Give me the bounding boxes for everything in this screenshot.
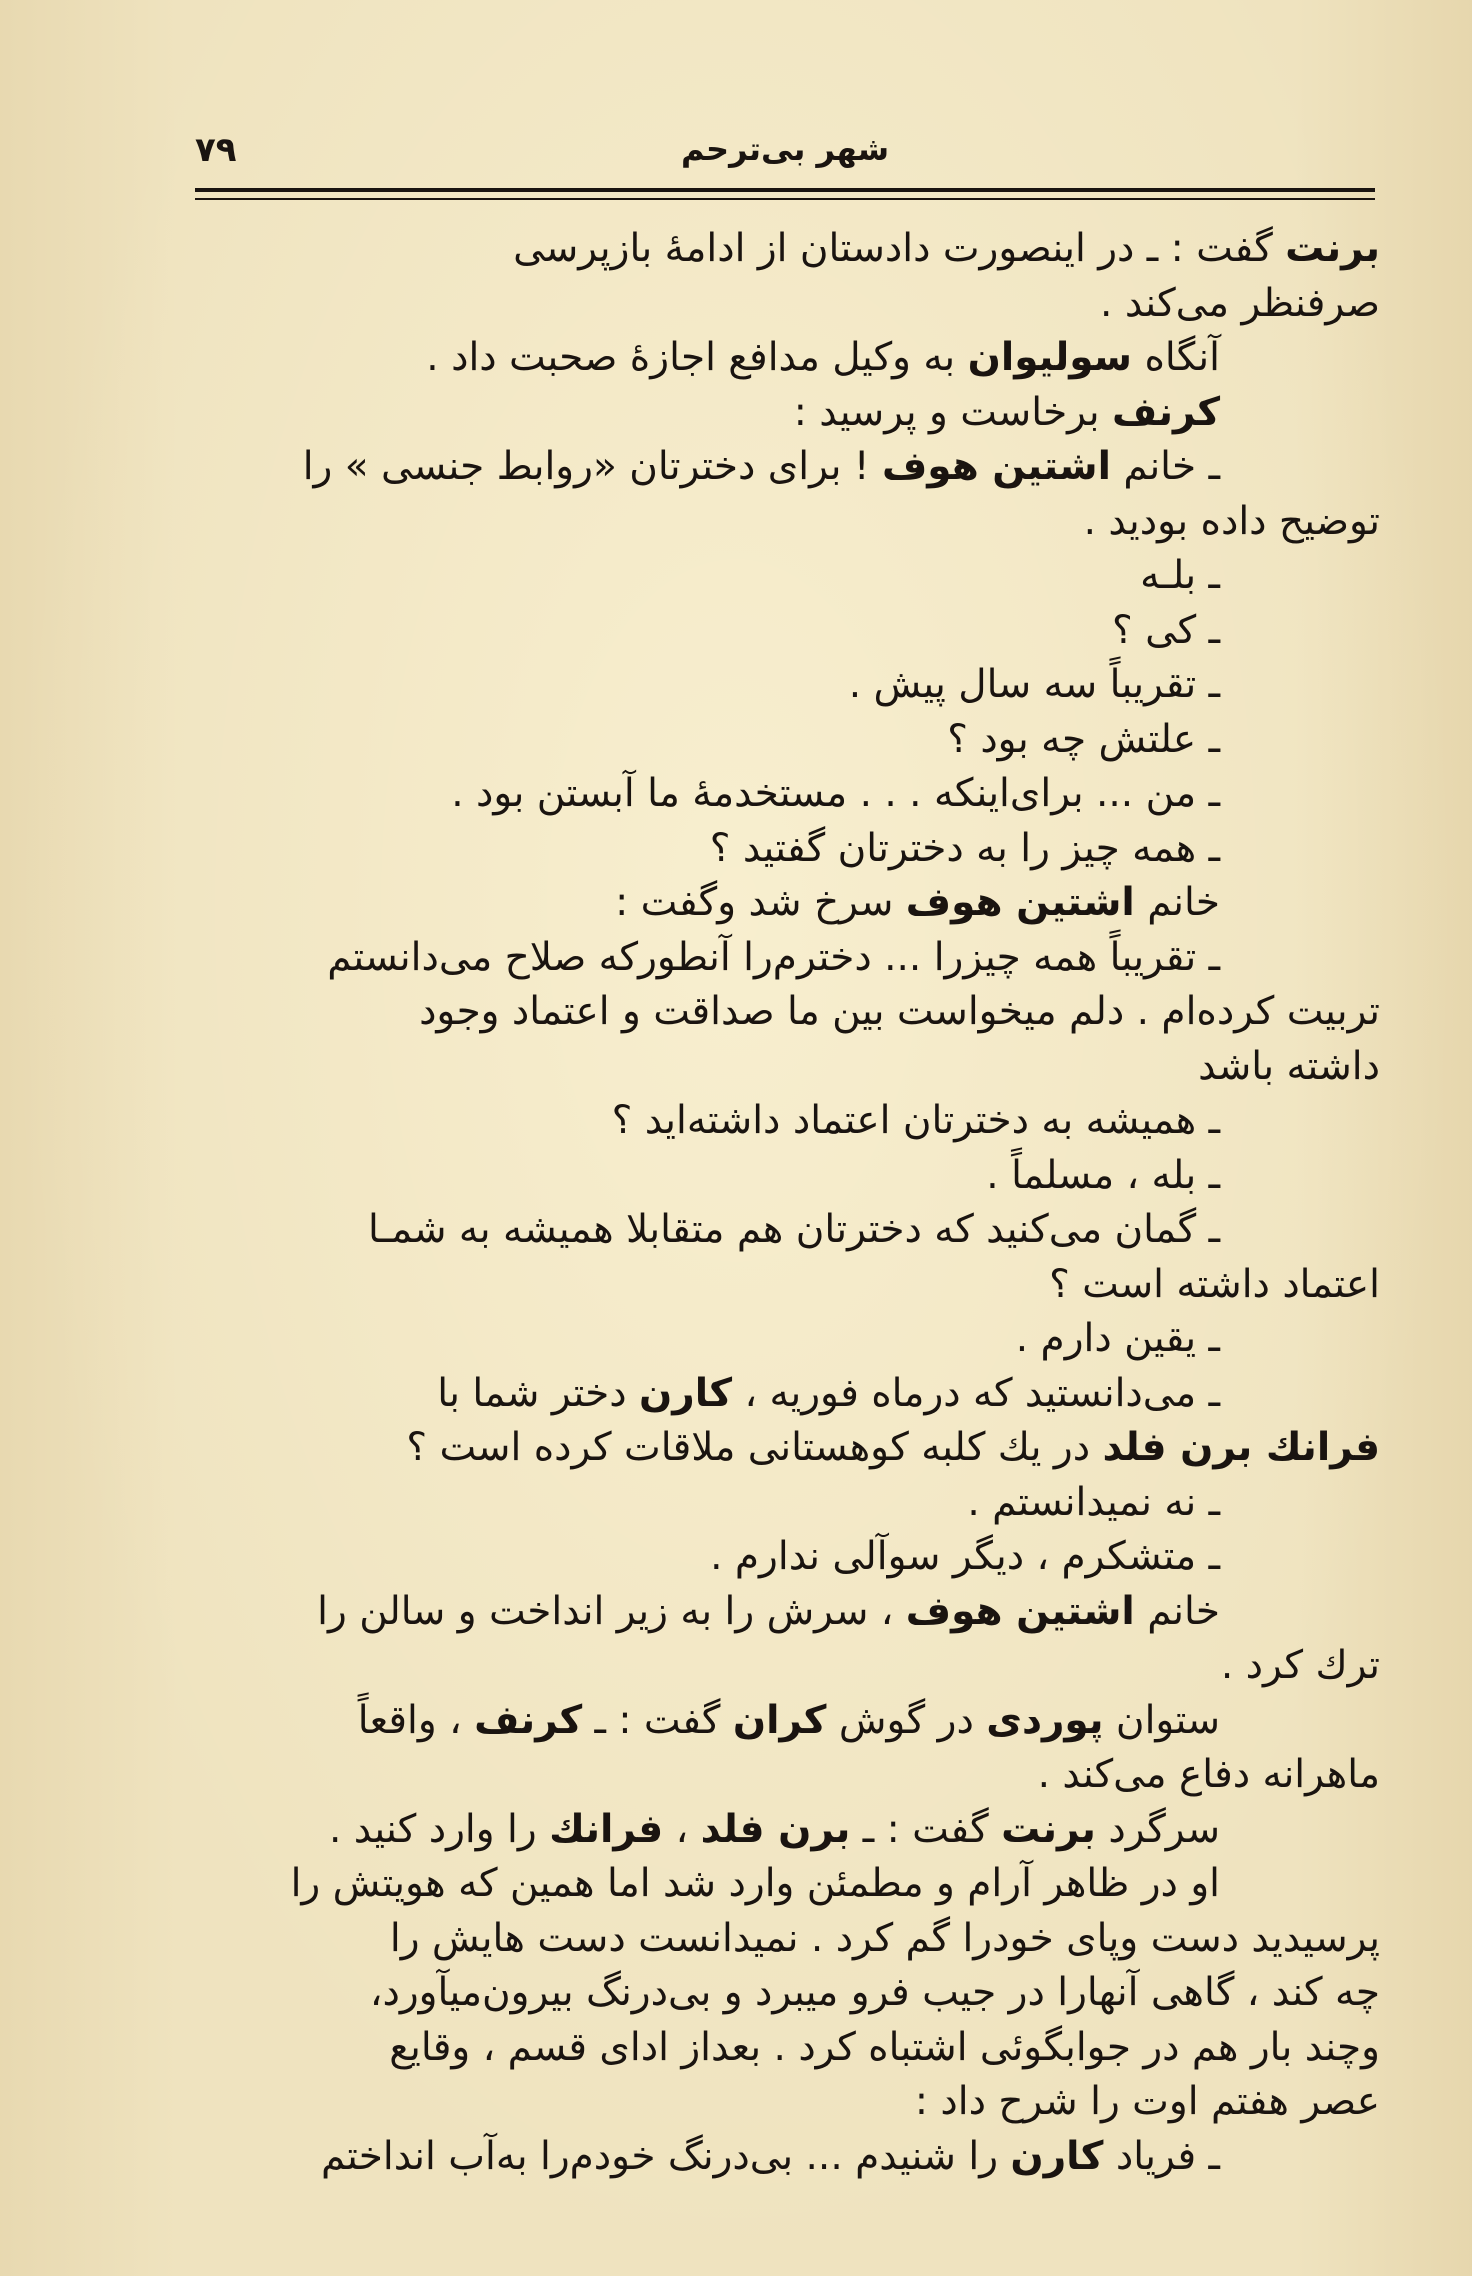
text-run: ، سرش را به زیر انداخت و سالن را [317, 1588, 906, 1634]
character-name: برنت [1001, 1806, 1096, 1852]
body-text [190, 222, 1380, 2184]
page-number: ۷۹ [195, 130, 237, 170]
text-run: سرگرد [1095, 1806, 1220, 1852]
character-name: کران [732, 1697, 827, 1743]
page-header [195, 130, 1375, 190]
text-run: ! برای دخترتان «روابط جنسی » را [302, 444, 882, 489]
text-run: خانم [1134, 880, 1220, 925]
text-run: برخاست و پرسید : [793, 389, 1112, 435]
text-line [190, 1748, 1380, 1803]
text-line [190, 822, 1380, 877]
text-line [190, 440, 1380, 495]
text-run: ـ یقین دارم . [1015, 1316, 1220, 1361]
text-line [190, 876, 1380, 931]
text-run: را وارد کنید . [328, 1806, 550, 1852]
text-run: ، [663, 1806, 701, 1852]
text-run: ـ بله ، مسلماً . [986, 1152, 1220, 1198]
text-line [190, 1639, 1380, 1694]
character-name: سولیوان [967, 335, 1133, 380]
text-line [190, 1367, 1380, 1422]
character-name: کرنف [474, 1697, 583, 1743]
text-line [190, 1040, 1380, 1095]
text-line [190, 767, 1380, 822]
text-run: در یك کلبه کوهستانی ملاقات کرده است ؟ [406, 1425, 1103, 1470]
text-line [190, 2130, 1380, 2185]
character-name: کارن [1010, 2133, 1104, 2179]
text-run: ، واقعاً [357, 1697, 475, 1743]
text-run: پرسیدید دست وپای خودرا گم کرد . نمیدانست دست هایش را [389, 1915, 1380, 1961]
text-line [190, 1258, 1380, 1313]
text-run: ستوان [1103, 1697, 1220, 1743]
text-line [190, 1803, 1380, 1858]
text-run: را شنیدم ... بی‌درنگ خودم‌را به‌آب انداختم [321, 2133, 1011, 2179]
text-run: تربیت کرده‌ام . دلم میخواست بین ما صداقت و اعتماد وجود [419, 989, 1380, 1034]
text-run: وچند بار هم در جوابگوئی اشتباه کرد . بعداز ادای قسم ، وقایع [389, 2024, 1380, 2070]
character-name: برنت [1285, 226, 1380, 271]
text-run: ـ تقریباً سه سال پیش . [848, 662, 1220, 707]
character-name: فرانك برن فلد [1102, 1425, 1380, 1470]
text-line [190, 331, 1380, 386]
text-run: او در ظاهر آرام و مطمئن وارد شد اما همین که هویتش را [290, 1861, 1220, 1906]
text-line [190, 985, 1380, 1040]
text-line [190, 386, 1380, 441]
text-run: به وکیل مدافع اجازهٔ صحبت داد . [426, 335, 968, 380]
text-run: ـ همه چیز را به دخترتان گفتید ؟ [709, 825, 1220, 871]
text-run: ـ من ... برای‌اینکه . . . مستخدمهٔ ما آبستن بود . [451, 771, 1220, 816]
text-line [190, 658, 1380, 713]
text-line [190, 1857, 1380, 1912]
text-run: گفت : ـ در اینصورت دادستان از ادامهٔ بازپرسی [513, 226, 1286, 271]
text-line [190, 1203, 1380, 1258]
header-rule-thin [195, 198, 1375, 200]
text-line [190, 222, 1380, 277]
text-line [190, 1585, 1380, 1640]
text-run: ـ همیشه به دخترتان اعتماد داشته‌اید ؟ [611, 1098, 1220, 1143]
text-run: اعتماد داشته است ؟ [1049, 1261, 1380, 1307]
character-name: کرنف [1111, 389, 1220, 435]
text-line [190, 1912, 1380, 1967]
text-run: ـ فریاد [1103, 2133, 1220, 2179]
text-line [190, 277, 1380, 332]
text-line [190, 931, 1380, 986]
text-run: سرخ شد وگفت : [615, 880, 906, 925]
text-line [190, 2021, 1380, 2076]
text-line [190, 1149, 1380, 1204]
text-run: خانم [1134, 1588, 1220, 1634]
text-line [190, 1966, 1380, 2021]
text-line [190, 2075, 1380, 2130]
character-name: اشتین هوف [905, 1588, 1135, 1634]
text-line [190, 1312, 1380, 1367]
text-run: ـ متشکرم ، دیگر سوآلی ندارم . [710, 1534, 1220, 1579]
running-title: شهر بی‌ترحم [680, 130, 890, 168]
text-line [190, 713, 1380, 768]
text-run: ـ کی ؟ [1112, 607, 1220, 653]
text-run: ـ بلـه [1140, 553, 1220, 598]
text-line [190, 1094, 1380, 1149]
text-run: ـ تقریباً همه چیزرا ... دخترم‌را آنطورکه صلاح می‌دانستم [327, 934, 1220, 980]
text-line [190, 1476, 1380, 1531]
text-run: ـ می‌دانستید که درماه فوریه ، [732, 1370, 1220, 1416]
text-run: عصر هفتم اوت را شرح داد : [914, 2079, 1380, 2124]
text-run: چه کند ، گاهی آنهارا در جیب فرو میبرد و بی‌درنگ بیرون‌میآورد، [369, 1970, 1380, 2015]
text-run: صرفنظر می‌کند . [1100, 280, 1380, 326]
text-line [190, 1694, 1380, 1749]
text-run: داشته باشد [1198, 1043, 1380, 1089]
text-run: ترك کرد . [1220, 1643, 1380, 1688]
text-run: ـ خانم [1110, 444, 1220, 489]
character-name: کارن [639, 1370, 733, 1416]
header-rule-thick [195, 188, 1375, 192]
text-run: ـ گمان می‌کنید که دخترتان هم متقابلا همیشه به شمـا [367, 1207, 1220, 1252]
character-name: برن فلد [700, 1806, 851, 1852]
text-run: آنگاه [1132, 335, 1220, 380]
text-run: توضیح داده بودید . [1083, 498, 1380, 544]
text-line [190, 549, 1380, 604]
character-name: پوردی [986, 1697, 1104, 1743]
text-line [190, 495, 1380, 550]
text-run: ـ علتش چه بود ؟ [947, 716, 1220, 762]
character-name: فرانك [549, 1806, 664, 1852]
character-name: اشتین هوف [881, 444, 1111, 489]
text-run: گفت : ـ [850, 1806, 1002, 1852]
text-run: ماهرانه دفاع می‌کند . [1037, 1752, 1380, 1797]
text-run: در گوش [826, 1697, 987, 1743]
text-line [190, 1530, 1380, 1585]
text-line [190, 604, 1380, 659]
text-run: ـ نه نمیدانستم . [967, 1479, 1220, 1525]
text-run: دختر شما با [437, 1370, 639, 1416]
text-run: گفت : ـ [582, 1697, 733, 1743]
character-name: اشتین هوف [905, 880, 1135, 925]
text-line [190, 1421, 1380, 1476]
